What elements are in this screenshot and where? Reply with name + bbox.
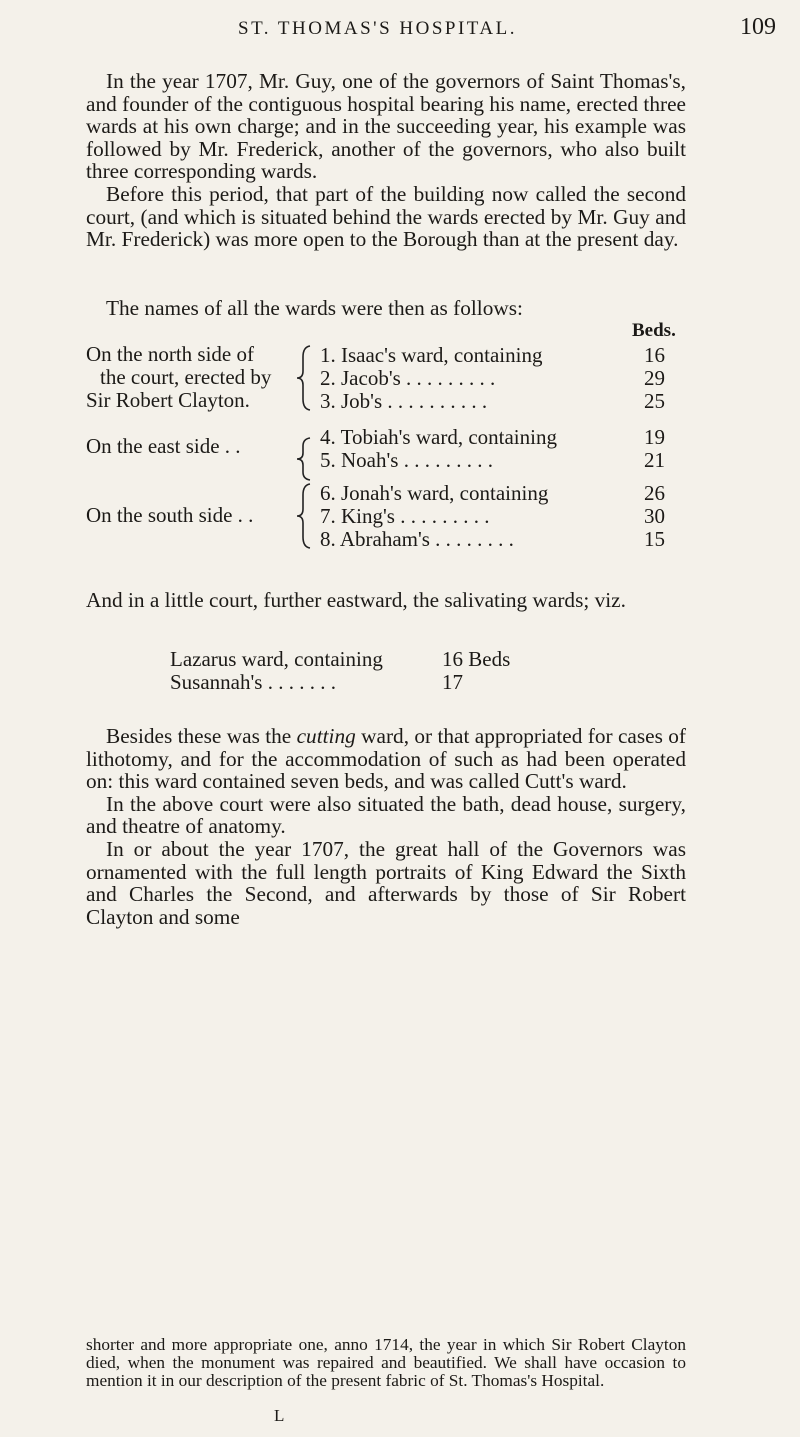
ward-row-6: 6. Jonah's ward, containing — [320, 481, 549, 505]
ward-row-8: 8. Abraham's . . . . . . . . — [320, 527, 514, 551]
north-brace-icon — [296, 345, 312, 411]
paragraph-cutting-ward — [86, 725, 686, 793]
salivating-ward-beds-1: 16 Beds — [442, 647, 511, 671]
ward-row-7: 7. King's . . . . . . . . . — [320, 504, 490, 528]
beds-column-heading: Beds. — [632, 320, 676, 341]
east-side-label: On the east side . . — [86, 434, 241, 458]
footnote: shorter and more appropriate one, anno 1714, the year in which Sir Robert Clayton died, when the monument was repaired and beautified. We shall have occasion to mention it in our description of the present fabric of St. Thomas's Hospital. — [86, 1335, 686, 1391]
running-head: ST. THOMAS'S HOSPITAL. — [238, 18, 517, 39]
ward-row-4: 4. Tobiah's ward, containing — [320, 425, 557, 449]
ward-beds-4: 19 — [644, 425, 665, 449]
ward-beds-5: 21 — [644, 448, 665, 472]
wards-intro: The names of all the wards were then as follows: — [106, 296, 523, 320]
north-side-label-line-3: Sir Robert Clayton. — [86, 388, 250, 412]
paragraph-great-hall: In or about the year 1707, the great hall of the Governors was ornamented with the full length portraits of King Edward the Sixth and Charles the Second, and afterwards by those of Sir Robert Clayton and some — [86, 836, 686, 929]
paragraph-second-court: Before this period, that part of the building now called the second court, (and which is situated behind the wards erected by Mr. Guy and Mr. Frederick) was more open to the Borough than at the present day. — [86, 182, 686, 252]
south-brace-icon — [296, 483, 312, 549]
paragraph-above-court: In the above court were also situated the bath, dead house, surgery, and theatre of anatomy. — [86, 791, 686, 839]
east-brace-icon — [296, 437, 312, 481]
paragraph-salivating-wards: And in a little court, further eastward, the salivating wards; viz. — [86, 588, 626, 612]
page-number: 109 — [740, 14, 776, 40]
ward-beds-6: 26 — [644, 481, 665, 505]
ward-row-1: 1. Isaac's ward, containing — [320, 343, 543, 367]
ward-row-2: 2. Jacob's . . . . . . . . . — [320, 366, 496, 390]
cutting-ward-text-end: ward, or that appropriated for cases of lithotomy, and for the accommodation of such as had been operated on: this ward contained seven beds, and was called Cutt's ward. — [86, 724, 687, 794]
ward-row-3: 3. Job's . . . . . . . . . . — [320, 389, 488, 413]
salivating-ward-beds-2: 17 — [442, 670, 463, 694]
signature-mark: L — [274, 1406, 285, 1425]
cutting-ward-text-start: Besides these was the — [106, 724, 297, 748]
page-header — [0, 12, 800, 52]
south-side-label: On the south side . . — [86, 503, 254, 527]
paragraph-guy-wards: In the year 1707, Mr. Guy, one of the governors of Saint Thomas's, and founder of the contiguous hospital bearing his name, erected three wards at his own charge; and in the succeeding year, his example was followed by Mr. Frederick, another of the governors, who also built three corresponding wards. — [86, 69, 686, 184]
ward-beds-1: 16 — [644, 343, 665, 367]
ward-row-5: 5. Noah's . . . . . . . . . — [320, 448, 493, 472]
cutting-italic-word: cutting — [296, 724, 356, 748]
ward-beds-8: 15 — [644, 527, 665, 551]
ward-beds-3: 25 — [644, 389, 665, 413]
north-side-label-line-1: On the north side of — [86, 342, 254, 366]
body-text-lower — [86, 725, 686, 928]
ward-beds-7: 30 — [644, 504, 665, 528]
salivating-ward-2: Susannah's . . . . . . . — [170, 670, 336, 694]
ward-beds-2: 29 — [644, 366, 665, 390]
north-side-label-line-2: the court, erected by — [100, 365, 272, 389]
salivating-ward-1: Lazarus ward, containing — [170, 647, 383, 671]
